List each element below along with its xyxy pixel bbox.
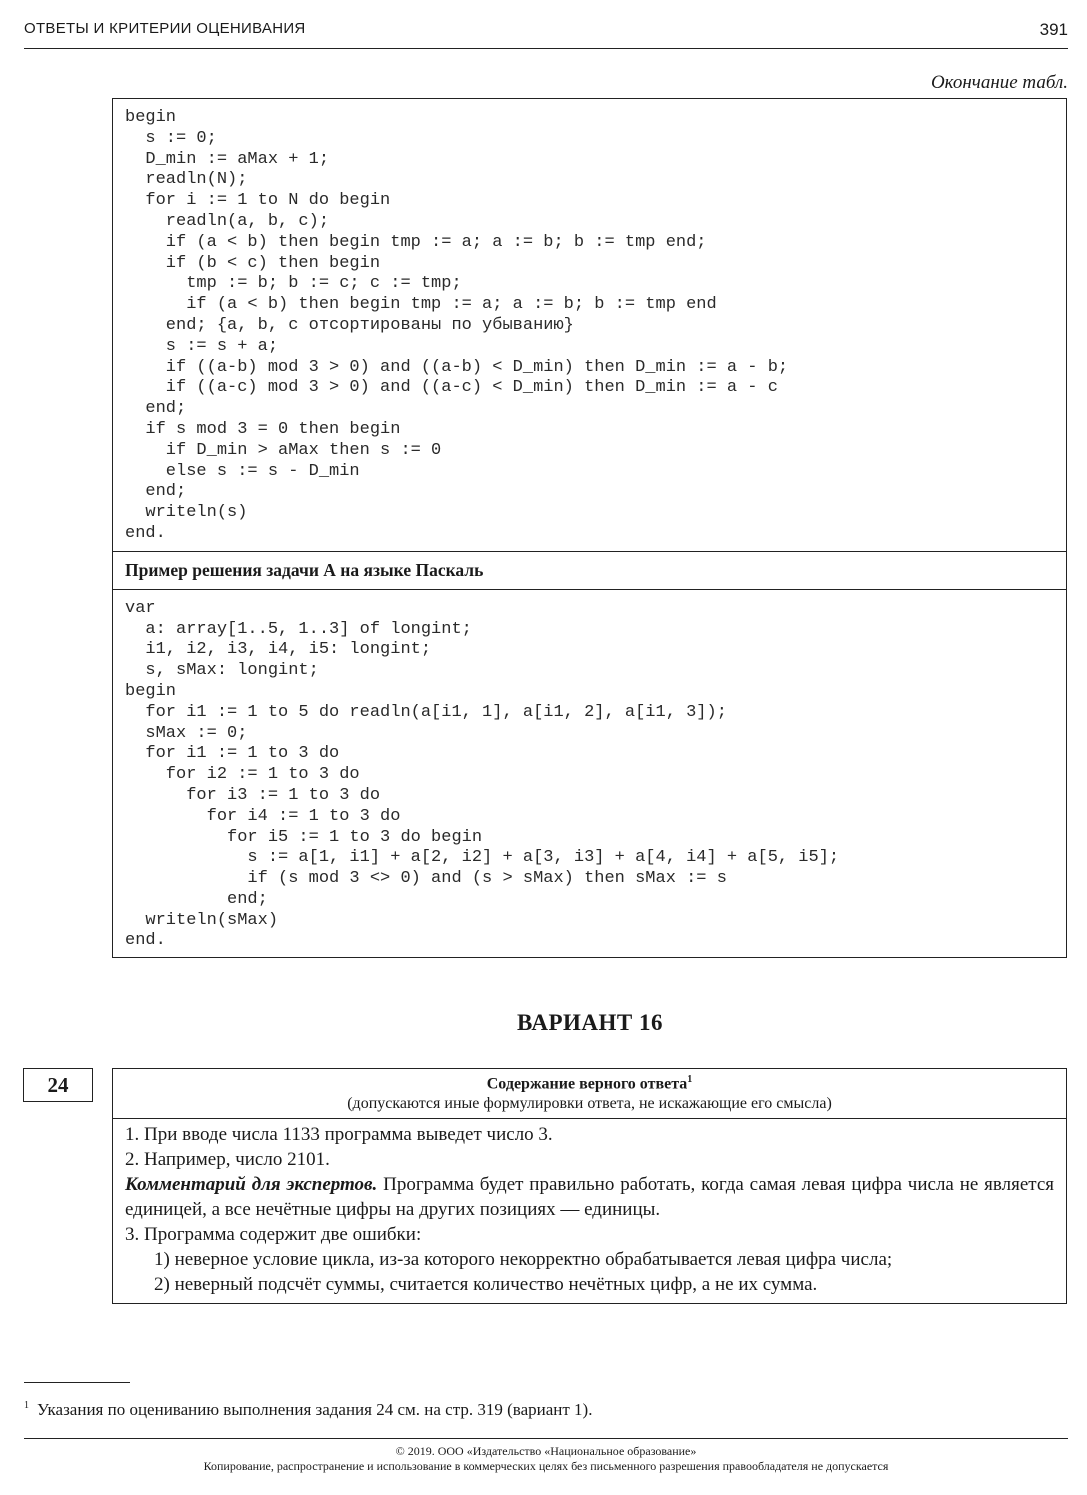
code-block-solution-a: var a: array[1..5, 1..3] of longint; i1, i2, i3, i4, i5: longint; s, sMax: longint; begin for i1 := 1 to 5 do readln(a[i1, 1], a[i1, 2], a[i1, 3]); sMax := 0; for i1 := 1 to 3 do for i2 := 1 to 3 do for i3 := 1 to 3 do for i4 := 1 to 3 do for i5 := 1 to 3 do begin s := a[1, i1] + a[2, i2] + a[3, i3] + a[4, i4] + a[5, i5]; if (s mod 3 <> 0) and (s > sMax) then sMax := s end; writeln(sMax) end. [125,598,840,951]
code-block-solution-b: begin s := 0; D_min := aMax + 1; readln(N); for i := 1 to N do begin readln(a, b, c); if (a < b) then begin tmp := a; a := b; b := tmp end; if (b < c) then begin tmp := b; b := c; c := tmp; if (a < b) then begin tmp := a; a := b; b := tmp end end; {a, b, c отсортированы по убыванию} s := s + a; if ((a-b) mod 3 > 0) and ((a-b) < D_min) then D_min := a - b; if ((a-c) mod 3 > 0) and ((a-c) < D_min) then D_min := a - c end; if s mod 3 = 0 then begin if D_min > aMax then s := 0 else s := s - D_min end; writeln(s) end. [125,108,789,543]
footnote-divider [24,1382,130,1383]
footnote-mark: 1 [24,1400,29,1412]
answer-body [113,1119,1066,1303]
footer-copyright: © 2019. ООО «Издательство «Национальное образование» [395,1444,697,1458]
code-table [112,98,1067,958]
expert-comment [125,1172,1054,1222]
answer-item-3-2: 2) неверный подсчёт суммы, считается количество нечётных цифр, а не их сумма. [154,1274,818,1296]
answer-item-2: 2. Например, число 2101. [125,1149,330,1171]
footnote-text: Указания по оцениванию выполнения задания 24 см. на стр. 319 (вариант 1). [37,1400,593,1419]
page-header [24,18,1068,49]
table-continuation-label: Окончание табл. [930,72,1068,93]
variant-title: ВАРИАНТ 16 [516,1010,664,1035]
answer-item-3-1: 1) неверное условие цикла, из-за которого некорректно обрабатывается левая цифра числа; [154,1249,893,1271]
answer-footnote-mark: 1 [687,1074,693,1085]
answer-subtitle: (допускаются иные формулировки ответа, не искажающие его смысла) [347,1095,832,1113]
footnote [24,1400,592,1420]
answer-item-1: 1. При вводе числа 1133 программа выведет число 3. [125,1124,553,1146]
answer-table [112,1068,1067,1304]
footer-notice: Копирование, распространение и использование в коммерческих целях без письменного разрешения правообладателя не допускается [203,1459,889,1473]
expert-comment-text: Программа будет правильно работать, когда самая левая цифра числа не является единицей, а все нечётные цифры на других позициях — единицы. [125,1174,1054,1221]
answer-title-text: Содержание верного ответа [486,1075,688,1093]
page-number: 391 [1039,20,1068,39]
page-footer [24,1438,1068,1474]
answer-table-header [113,1069,1066,1119]
header-title: ОТВЕТЫ И КРИТЕРИИ ОЦЕНИВАНИЯ [24,20,306,37]
answer-item-3: 3. Программа содержит две ошибки: [125,1224,422,1246]
expert-comment-lead: Комментарий для экспертов. [125,1174,378,1196]
task-number-box: 24 [23,1068,93,1102]
answer-title [113,1074,1066,1093]
section-title: Пример решения задачи А на языке Паскаль [113,551,1066,590]
